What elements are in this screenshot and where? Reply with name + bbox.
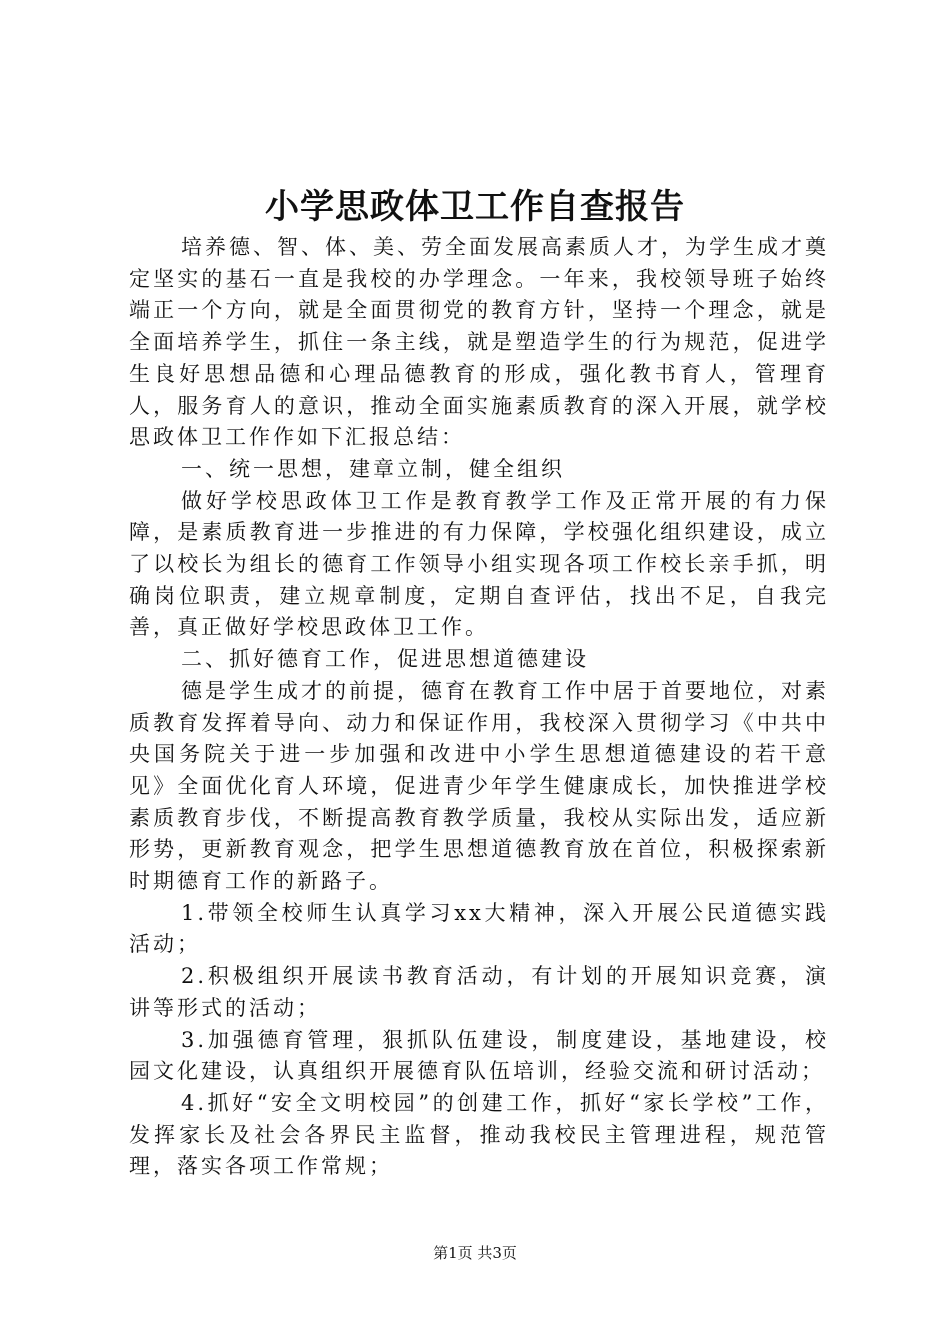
list-item-4: 4.抓好“安全文明校园”的创建工作，抓好“家长学校”工作，发挥家长及社会各界民主监督，推动我校民主管理进程，规范管理，落实各项工作常规；: [129, 1090, 829, 1179]
document-body: [129, 232, 829, 1183]
page-footer: 第1页 共3页: [433, 1244, 517, 1262]
section-heading-1: 一、统一思想，建章立制，健全组织: [181, 456, 565, 481]
list-item-1: 1.带领全校师生认真学习xx大精神，深入开展公民道德实践活动；: [129, 900, 829, 957]
list-item-3: 3.加强德育管理，狠抓队伍建设，制度建设，基地建设，校园文化建设，认真组织开展德育队伍培训，经验交流和研讨活动；: [129, 1027, 829, 1084]
intro-paragraph: 培养德、智、体、美、劳全面发展高素质人才，为学生成才奠定坚实的基石一直是我校的办学理念。一年来，我校领导班子始终端正一个方向，就是全面贯彻党的教育方针，坚持一个理念，就是全面培养学生，抓住一条主线，就是塑造学生的行为规范，促进学生良好思想品德和心理品德教育的形成，强化教书育人，管理育人，服务育人的意识，推动全面实施素质教育的深入开展，就学校思政体卫工作作如下汇报总结：: [129, 235, 829, 450]
document-title: 小学思政体卫工作自查报告: [265, 187, 685, 227]
section-heading-2: 二、抓好德育工作，促进思想道德建设: [181, 647, 589, 672]
section-paragraph-2: 德是学生成才的前提，德育在教育工作中居于首要地位，对素质教育发挥着导向、动力和保证作用，我校深入贯彻学习《中共中央国务院关于进一步加强和改进中小学生思想道德建设的若干意见》全面优化育人环境，促进青少年学生健康成长，加快推进学校素质教育步伐，不断提高教育教学质量，我校从实际出发，适应新形势，更新教育观念，把学生思想道德教育放在首位，积极探索新时期德育工作的新路子。: [129, 678, 829, 894]
section-paragraph-1: 做好学校思政体卫工作是教育教学工作及正常开展的有力保障，是素质教育进一步推进的有力保障，学校强化组织建设，成立了以校长为组长的德育工作领导小组实现各项工作校长亲手抓，明确岗位职责，建立规章制度，定期自查评估，找出不足，自我完善，真正做好学校思政体卫工作。: [129, 488, 829, 640]
list-item-2: 2.积极组织开展读书教育活动，有计划的开展知识竞赛，演讲等形式的活动；: [129, 964, 829, 1020]
